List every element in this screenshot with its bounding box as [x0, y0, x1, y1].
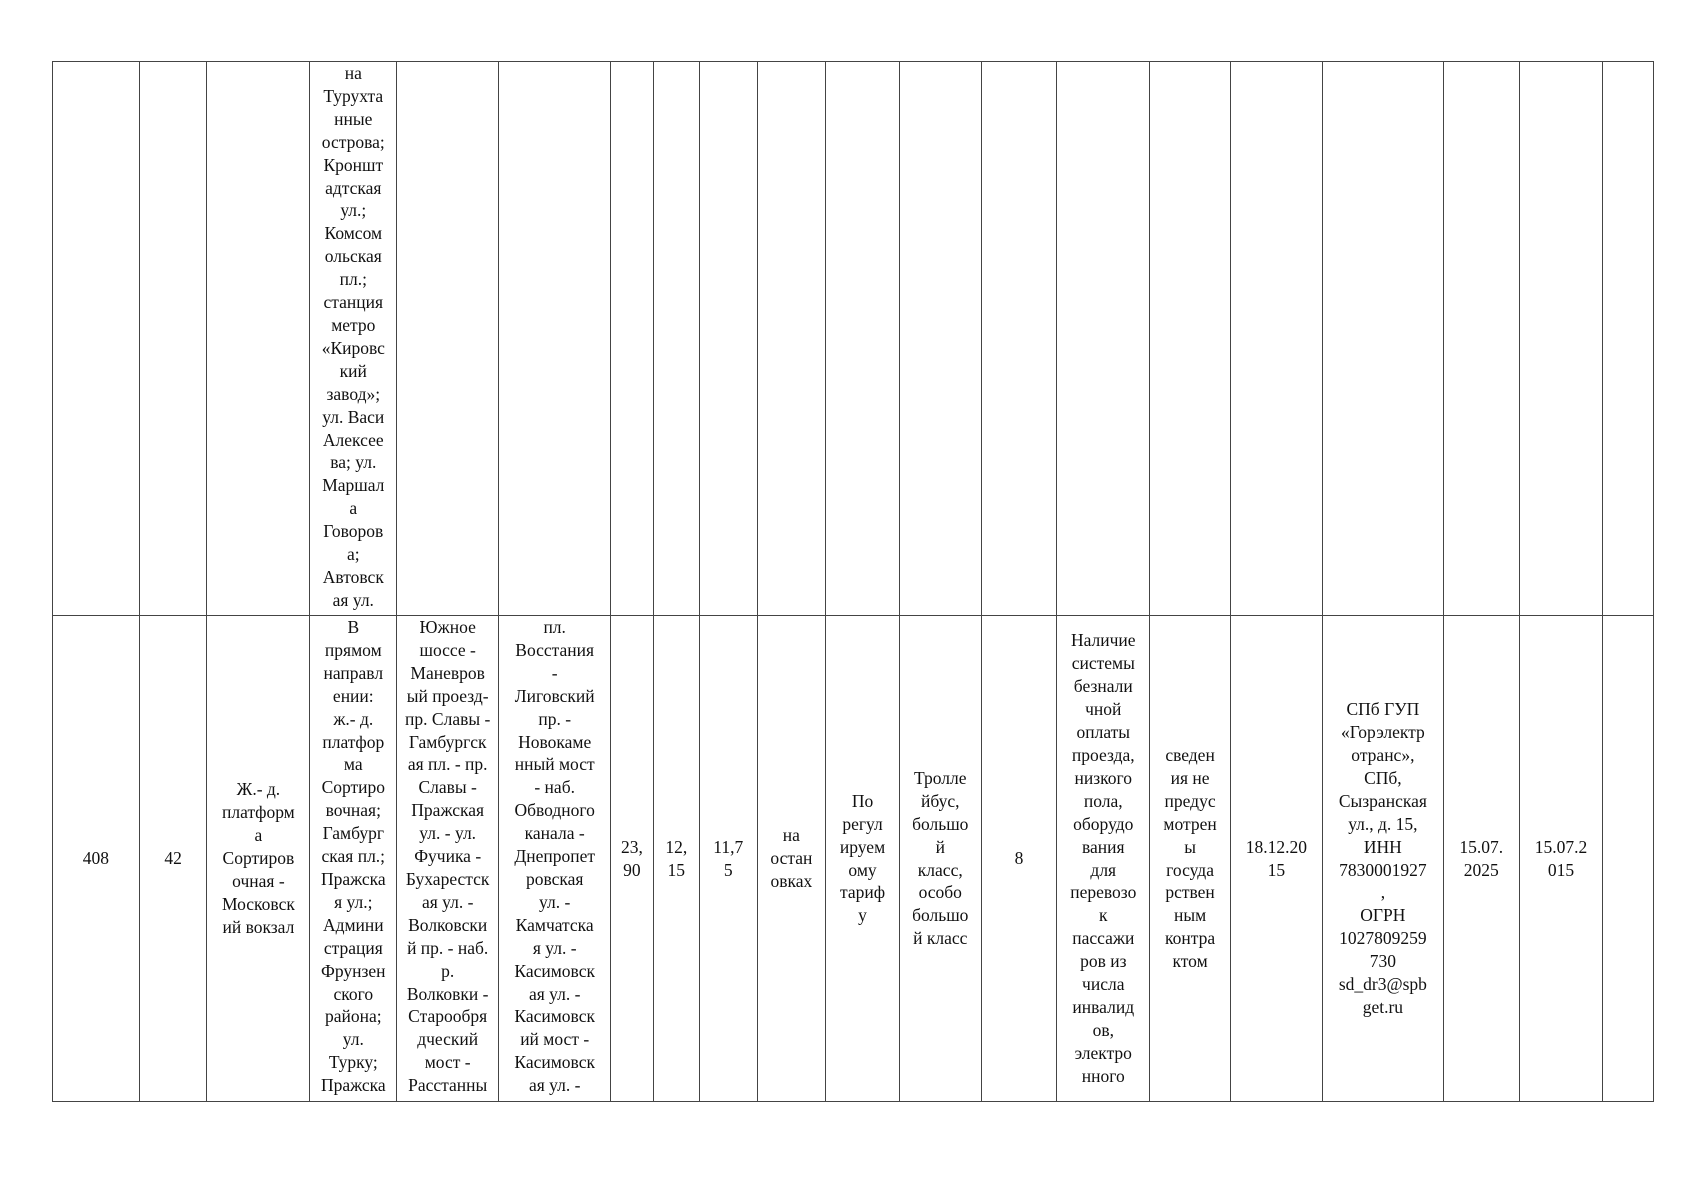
cell-boarding — [757, 62, 826, 616]
cell-length-avg — [700, 62, 758, 616]
streets-backward: пл. Восстания - Лиговский пр. - Новокаме нный мост - наб. Обводного канала - Днепропет ровская ул. - Камчатска я ул. - Касимовск ая ул. - Касимовск ий мост - Касимовск ая ул. - — [514, 617, 596, 1096]
carrier: СПб ГУП «Горэлектр отранс», СПб, Сызранская ул., д. 15, ИНН 7830001927 , ОГРН 1027809259 730 sd_dr3@spb get.ru — [1338, 699, 1427, 1017]
cell-streets-backward — [499, 62, 611, 616]
cell-reg-number — [53, 62, 140, 616]
cell-streets-forward — [397, 62, 499, 616]
cell-route-name — [207, 616, 310, 1102]
cell-vehicle — [899, 616, 981, 1102]
vehicle: Тролле йбус, большо й класс, особо большо й класс — [912, 767, 969, 949]
cell-start-date — [1230, 616, 1322, 1102]
cell-route-number — [139, 616, 207, 1102]
stops-text: В прямом направл ении: ж.- д. платфор ма Сортиро вочная; Гамбург ская пл.; Пражска я ул.; Админи страция Фрунзен ского района; ул. Турку; Пражска — [320, 617, 386, 1096]
cell-tariff — [826, 616, 900, 1102]
cell-date-b — [1519, 62, 1603, 616]
cell-stops — [310, 616, 397, 1102]
start-date: 18.12.20 15 — [1245, 836, 1307, 880]
cell-reg-number — [53, 616, 140, 1102]
cell-characteristics — [1057, 616, 1150, 1102]
cell-length-backward — [653, 616, 699, 1102]
cell-route-number — [139, 62, 207, 616]
cell-boarding — [757, 616, 826, 1102]
cell-date-a — [1443, 616, 1519, 1102]
date-a: 15.07. 2025 — [1459, 836, 1504, 880]
cell-extra — [1603, 616, 1654, 1102]
table-row-408 — [53, 616, 1654, 1102]
cell-vehicle — [899, 62, 981, 616]
date-b: 15.07.2 015 — [1534, 836, 1588, 880]
cell-contract — [1150, 616, 1231, 1102]
cell-carrier — [1322, 616, 1443, 1102]
cell-route-name — [207, 62, 310, 616]
length-avg: 11,7 5 — [713, 836, 744, 880]
reg-number: 408 — [82, 848, 110, 869]
cell-streets-backward — [499, 616, 611, 1102]
stops-text: на Турухта нные острова; Кроншт адтская ул.; Комсом ольская пл.; станция метро «Кировс кий завод»; ул. Васи Алексее ва; ул. Маршал а Говоров а; Автовск ая ул. — [321, 63, 385, 610]
cell-start-date — [1230, 62, 1322, 616]
characteristics: Наличие системы безнали чной оплаты проезда, низкого пола, оборудо вания для перевозо к пассажи ров из числа инвалид ов, электро нного — [1070, 630, 1137, 1086]
cell-date-a — [1443, 62, 1519, 616]
boarding: на остан овках — [770, 825, 813, 891]
contract: сведен ия не предус мотрен ы госуда рствен ным контра ктом — [1163, 744, 1217, 972]
vehicle-count: 8 — [1014, 848, 1024, 869]
cell-date-b — [1519, 616, 1603, 1102]
cell-length-avg — [700, 616, 758, 1102]
cell-contract — [1150, 62, 1231, 616]
route-number: 42 — [164, 848, 182, 869]
streets-forward: Южное шоссе - Маневров ый проезд- пр. Славы - Гамбургск ая пл. - пр. Славы - Пражская ул. - ул. Фучика - Бухарестск ая ул. - Волковски й пр. - наб. р. Волковки - Старообря дческий мост - Расстанны — [405, 617, 491, 1096]
cell-streets-forward — [397, 616, 499, 1102]
cell-stops — [310, 62, 397, 616]
table-row-continued — [53, 62, 1654, 616]
cell-vehicle-count — [981, 62, 1057, 616]
cell-characteristics — [1057, 62, 1150, 616]
length-backward: 12, 15 — [665, 836, 688, 880]
cell-tariff — [826, 62, 900, 616]
cell-carrier — [1322, 62, 1443, 616]
cell-vehicle-count — [981, 616, 1057, 1102]
length-forward: 23, 90 — [620, 836, 643, 880]
cell-extra — [1603, 62, 1654, 616]
cell-length-backward — [653, 62, 699, 616]
cell-length-forward — [611, 616, 653, 1102]
tariff: По регул ируем ому тариф у — [839, 790, 886, 926]
route-register-table — [52, 61, 1654, 1102]
route-name: Ж.- д. платформ а Сортиров очная - Московск ий вокзал — [221, 779, 295, 937]
cell-length-forward — [611, 62, 653, 616]
